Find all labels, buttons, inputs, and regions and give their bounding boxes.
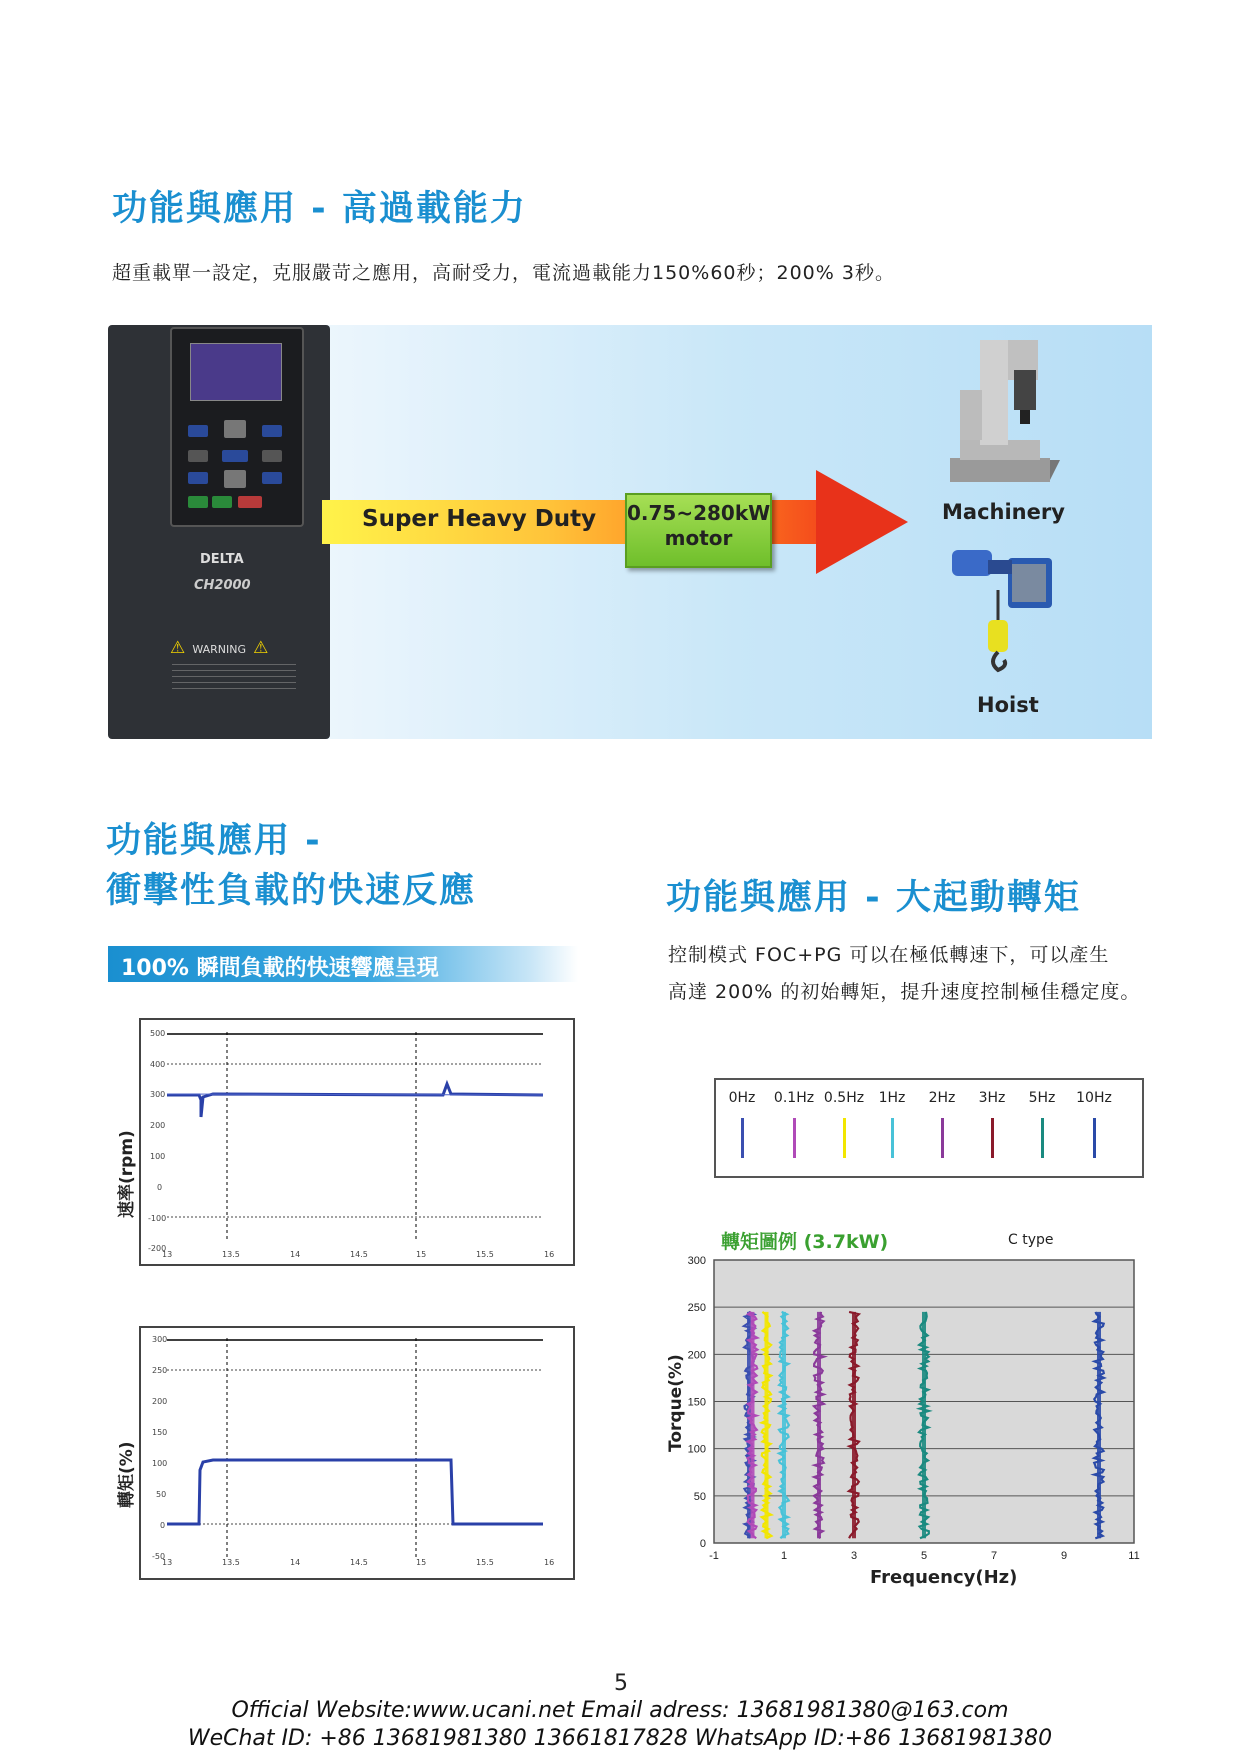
- torque-xtick: 13.5: [222, 1558, 240, 1567]
- series-band: [817, 1312, 821, 1538]
- warning-triangle-icon: ⚠: [170, 638, 186, 658]
- hoist-image: [950, 540, 1060, 680]
- legend-label: 0Hz: [728, 1090, 756, 1106]
- speed-xtick: 15: [416, 1250, 427, 1259]
- legend-label: 10Hz: [1076, 1090, 1112, 1106]
- speed-ylabel: 速率(rpm): [117, 1130, 137, 1218]
- drive-model-logo: CH2000: [194, 578, 251, 593]
- duty-arrow-head: [816, 470, 908, 574]
- drive-lcd-display: [190, 343, 282, 401]
- legend-swatch: [843, 1118, 846, 1158]
- y-tick-label: 100: [687, 1443, 706, 1456]
- super-heavy-duty-label: Super Heavy Duty: [362, 506, 597, 532]
- speed-xtick: 15.5: [476, 1250, 494, 1259]
- series-band: [1097, 1312, 1101, 1538]
- y-tick-label: 150: [687, 1396, 706, 1409]
- section1-description: 超重載單一設定，克服嚴苛之應用，高耐受力，電流過載能力150%60秒；200% 3秒。: [112, 262, 895, 284]
- torque-ytick: 50: [156, 1490, 167, 1499]
- speed-xtick: 14: [290, 1250, 301, 1259]
- section2-title-line1: 功能與應用 -: [106, 821, 322, 861]
- speed-ytick: 100: [150, 1152, 166, 1161]
- legend-label: 0.1Hz: [773, 1090, 815, 1106]
- legend-swatch: [741, 1118, 744, 1158]
- chart-subtitle: C type: [1008, 1232, 1054, 1248]
- torque-frequency-chart: [640, 1250, 1160, 1600]
- footer-contact-line1: Official Website:www.ucani.net Email adress: 13681981380@163.com: [231, 1698, 1009, 1723]
- speed-ytick: -100: [148, 1214, 167, 1223]
- drive-warning-text-block: [172, 664, 296, 694]
- speed-xtick: 16: [544, 1250, 555, 1259]
- drive-brand-logo: DELTA: [200, 552, 244, 567]
- y-tick-label: 50: [693, 1490, 706, 1503]
- torque-ytick: 250: [152, 1366, 168, 1375]
- legend-swatch: [891, 1118, 894, 1158]
- drive-keypad-keys: [188, 420, 284, 520]
- x-tick-label: 11: [1128, 1550, 1140, 1562]
- series-band: [765, 1312, 769, 1538]
- torque-ytick: 300: [152, 1335, 168, 1344]
- torque-ytick: -50: [152, 1552, 166, 1561]
- x-tick-label: 1: [780, 1550, 788, 1562]
- speed-xtick: 14.5: [350, 1250, 368, 1259]
- speed-ytick: 200: [150, 1121, 166, 1130]
- legend-swatch: [941, 1118, 944, 1158]
- series-band: [852, 1312, 856, 1538]
- y-tick-label: 0: [699, 1538, 706, 1550]
- section1-title: 功能與應用 - 高過載能力: [112, 189, 527, 229]
- x-tick-label: 3: [850, 1550, 858, 1562]
- legend-items: [720, 1090, 1134, 1166]
- motor-word: motor: [664, 526, 733, 550]
- y-tick-label: 250: [687, 1302, 706, 1315]
- legend-swatch: [991, 1118, 994, 1158]
- speed-xtick: 13: [162, 1250, 173, 1259]
- section3-desc-line2: 高達 200% 的初始轉矩，提升速度控制極佳穩定度。: [668, 981, 1141, 1003]
- torque-ytick: 100: [152, 1459, 168, 1468]
- series-band: [922, 1312, 926, 1538]
- torque-xtick: 14.5: [350, 1558, 368, 1567]
- x-tick-label: 9: [1060, 1550, 1068, 1562]
- legend-label: 3Hz: [978, 1090, 1006, 1106]
- motor-range-box: [625, 493, 772, 568]
- speed-ytick: 0: [157, 1183, 163, 1192]
- section3-title: 功能與應用 - 大起動轉矩: [666, 878, 1081, 918]
- section2-subtitle: 100% 瞬間負載的快速響應呈現: [121, 956, 439, 981]
- legend-label: 1Hz: [878, 1090, 906, 1106]
- speed-ytick: 500: [150, 1029, 166, 1038]
- series-band: [751, 1312, 755, 1538]
- section2-title-line2: 衝擊性負載的快速反應: [106, 871, 477, 911]
- legend-label: 0.5Hz: [823, 1090, 865, 1106]
- legend-swatch: [1093, 1118, 1096, 1158]
- torque-xtick: 15.5: [476, 1558, 494, 1567]
- warning-triangle-icon: ⚠: [253, 638, 269, 658]
- speed-ytick: -200: [148, 1244, 167, 1253]
- torque-xtick: 13: [162, 1558, 173, 1567]
- torque-ytick: 0: [160, 1521, 166, 1530]
- drive-warning-label: ⚠ WARNING ⚠: [170, 638, 269, 658]
- torque-ytick: 150: [152, 1428, 168, 1437]
- torque-ytick: 200: [152, 1397, 168, 1406]
- x-tick-label: 7: [990, 1550, 998, 1562]
- motor-range-value: 0.75~280kW: [627, 501, 771, 525]
- torque-xtick: 16: [544, 1558, 555, 1567]
- torque-plot-area: [143, 1330, 571, 1576]
- legend-label: 2Hz: [928, 1090, 956, 1106]
- legend-swatch: [1041, 1118, 1044, 1158]
- torque-ylabel: 轉矩(%): [117, 1441, 137, 1508]
- chart-ylabel: Torque(%): [666, 1354, 686, 1452]
- torque-xtick: 15: [416, 1558, 427, 1567]
- x-tick-label: -1: [709, 1550, 719, 1562]
- legend-swatch: [793, 1118, 796, 1158]
- machinery-label: Machinery: [942, 500, 1065, 524]
- y-tick-label: 300: [687, 1255, 706, 1267]
- section3-desc-line1: 控制模式 FOC+PG 可以在極低轉速下，可以產生: [668, 944, 1110, 966]
- legend-label: 5Hz: [1028, 1090, 1056, 1106]
- hoist-label: Hoist: [977, 693, 1039, 717]
- chart-xlabel: Frequency(Hz): [870, 1567, 1018, 1588]
- page-number: 5: [614, 1671, 628, 1696]
- speed-xtick: 13.5: [222, 1250, 240, 1259]
- machinery-image: [940, 330, 1066, 492]
- speed-plot-area: [143, 1022, 571, 1262]
- y-tick-label: 200: [687, 1349, 706, 1362]
- footer-contact-line2: WeChat ID: +86 13681981380 13661817828 WhatsApp ID:+86 13681981380: [187, 1726, 1053, 1751]
- torque-xtick: 14: [290, 1558, 301, 1567]
- series-band: [782, 1312, 786, 1538]
- speed-ytick: 300: [150, 1090, 166, 1099]
- speed-ytick: 400: [150, 1060, 166, 1069]
- chart-title: 轉矩圖例 (3.7kW): [721, 1231, 889, 1253]
- x-tick-label: 5: [920, 1550, 928, 1562]
